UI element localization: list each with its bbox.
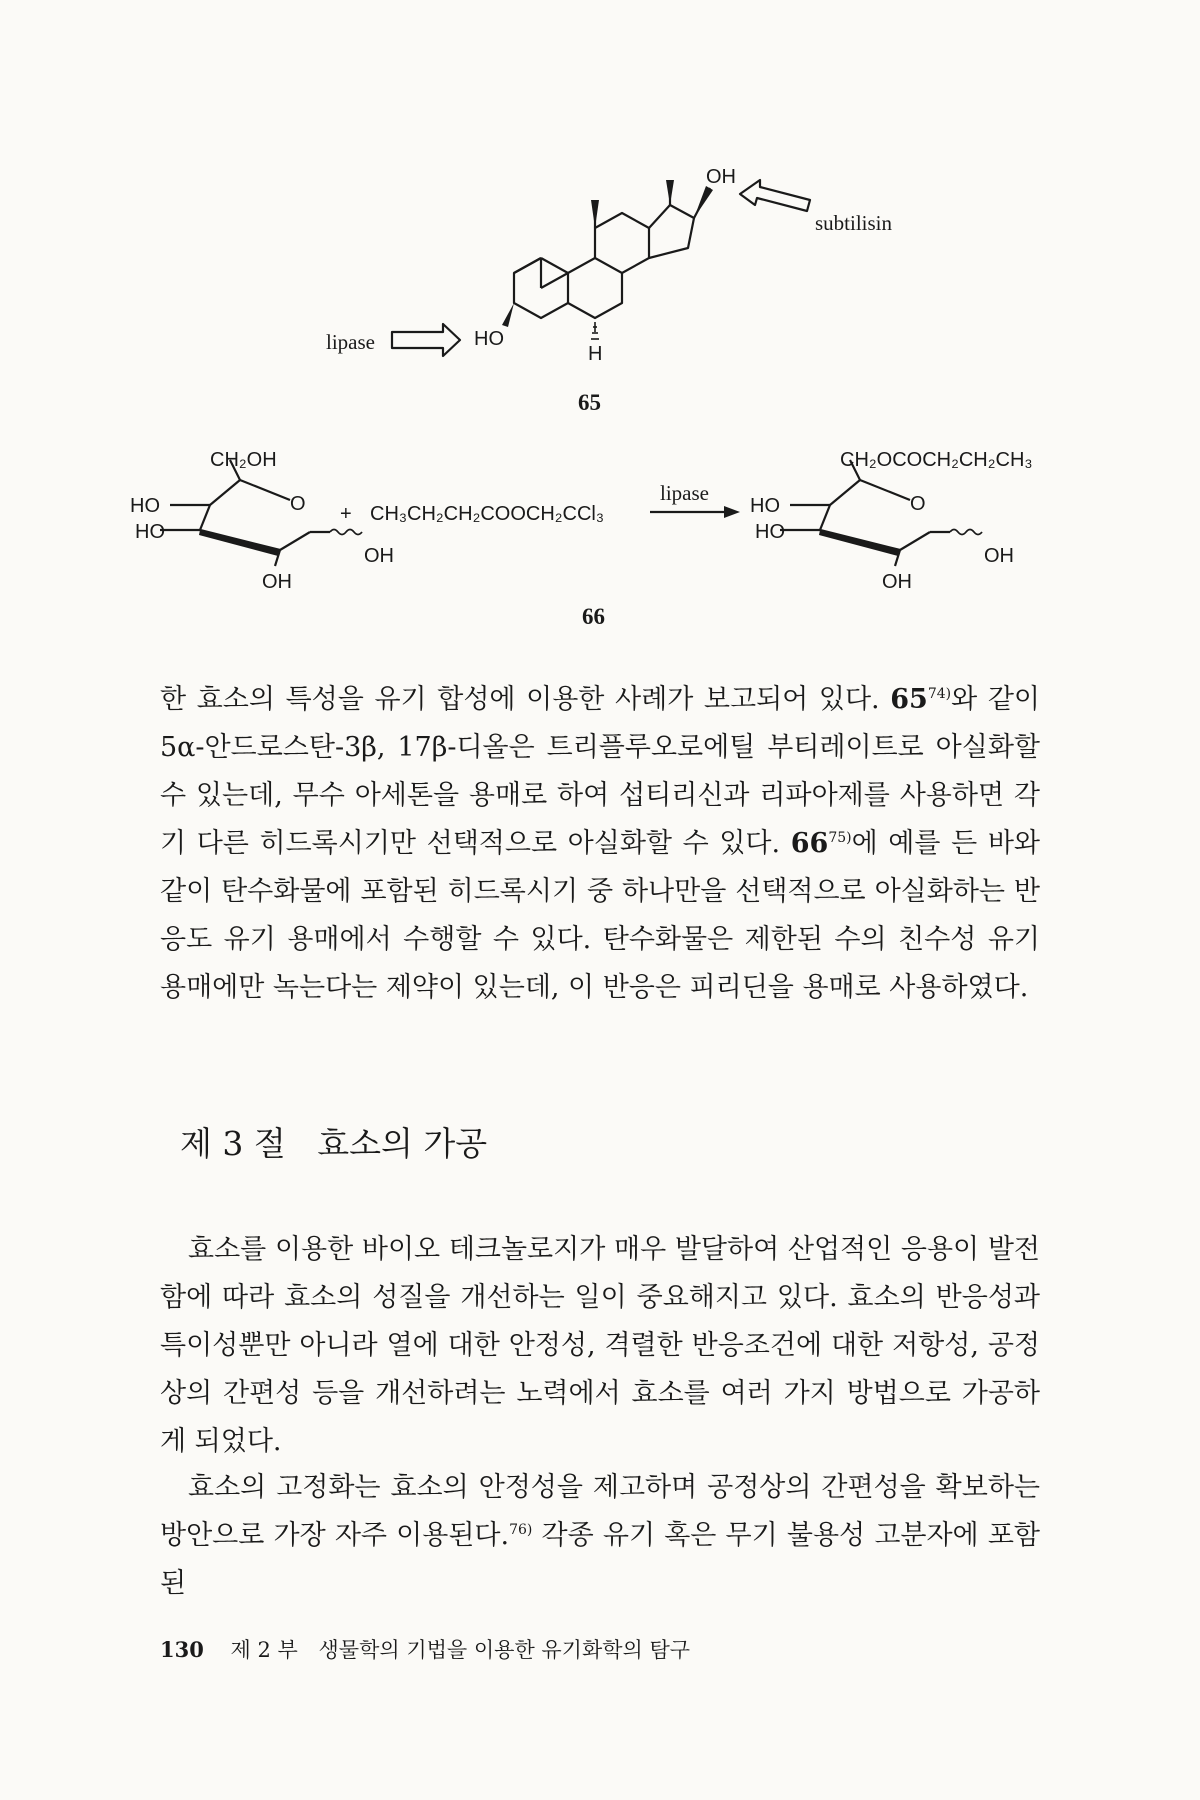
label-product-ring-o: O [910,493,926,515]
label-lipase-65: lipase [326,330,375,354]
paragraph-1 [160,676,1040,1012]
label-product-oh-bottom: OH [882,571,912,593]
label-ring-o: O [290,493,306,515]
label-oh: OH [706,166,736,188]
p1-text-1: 한 효소의 특성을 유기 합성에 이용한 사례가 보고되어 있다. [160,684,891,715]
p1-text-3: 에 예를 든 바와 같이 탄수화물에 포함된 히드록시기 중 하나만을 선택적으로 아실화하는 반응도 유기 용매에서 수행할 수 있다. 탄수화물은 제한된 수의 친수성 유기 용매에만 녹는다는 제약이 있는데, 이 반응은 피리딘을 용매로 사용하였다. [160,828,1040,1003]
p1-ref-65: 65 [890,684,928,715]
label-h: H [588,343,603,365]
reagent-formula: CH₃CH₂CH₂COOCH₂CCl₃ [370,503,605,525]
label-product-ho-2: HO [755,521,785,543]
p1-text-2: 와 같이 5α-안드로스탄-3β, 17β-디올은 트리플루오로에틸 부티레이트로 아실화할 수 있는데, 무수 아세톤을 용매로 하여 섭티리신과 리파아제를 사용하면 각기 다른 히드록시기만 선택적으로 아실화할 수 있다. [160,684,1040,859]
compound-number-65: 65 [578,390,601,415]
product-substituent: CH₂OCOCH₂CH₂CH₃ [840,449,1033,471]
chemical-schemes [0,0,1200,660]
label-ho-1: HO [130,495,160,517]
section-heading: 제 3 절 효소의 가공 [180,1124,488,1163]
footer-part: 제 2 부 [230,1638,298,1662]
paragraph-3 [160,1464,1040,1608]
footer-title: 생물학의 기법을 이용한 유기화학의 탐구 [318,1638,691,1662]
compound-number-66: 66 [582,604,605,629]
label-oh-bottom: OH [262,571,292,593]
lipase-arrow [392,324,460,356]
p3-text-2: 각종 유기 혹은 무기 불용성 고분자에 포함된 [160,1520,1040,1599]
label-subtilisin: subtilisin [815,211,893,235]
p3-citation-76: 76) [509,1522,533,1538]
label-lipase-66: lipase [660,481,709,505]
p3-text-1: 효소의 고정화는 효소의 안정성을 제고하며 공정상의 간편성을 확보하는 방안으로 가장 자주 이용된다. [160,1472,1040,1551]
p1-citation-74: 74) [927,686,952,702]
label-oh-anomeric: OH [364,545,394,567]
paragraph-2: 효소를 이용한 바이오 테크놀로지가 매우 발달하여 산업적인 응용이 발전함에 따라 효소의 성질을 개선하는 일이 중요해지고 있다. 효소의 반응성과 특이성뿐만 아니라 열에 대한 안정성, 격렬한 반응조건에 대한 저항성, 공정상의 간편성 등을 개선하려는 노력에서 효소를 여러 가지 방법으로 가공하게 되었다. [160,1234,1040,1457]
steroid-structure-65 [514,180,710,339]
p1-ref-66: 66 [790,828,829,859]
plus-sign: + [340,503,352,525]
subtilisin-arrow [740,180,810,211]
label-product-ho-1: HO [750,495,780,517]
page-number: 130 [160,1637,204,1662]
label-ho: HO [474,328,504,350]
label-ch2oh: CH₂OH [210,449,277,471]
label-ho-2: HO [135,521,165,543]
page-footer [160,1634,690,1664]
label-product-oh-anomeric: OH [984,545,1014,567]
p1-citation-75: 75) [828,830,852,846]
